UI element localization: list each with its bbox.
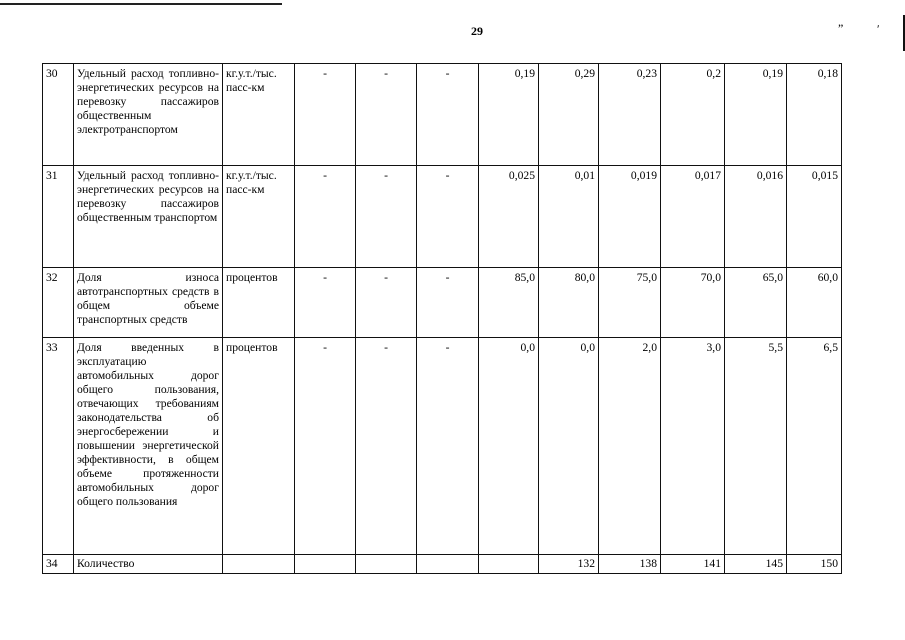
value-cell: - — [417, 166, 479, 268]
corner-mark-left: ” — [838, 21, 844, 35]
value-cell: 0,19 — [479, 64, 539, 166]
indicator-name: Доля введенных в эксплуатацию автомобильных дорог общего пользования, отвечающих требованиям законодательства об энергосбережении и повышении энергетической эффективности, в общем объеме протяженности автомобильных дорог общего пользования — [74, 338, 223, 555]
value-cell: - — [356, 268, 417, 338]
value-cell: 3,0 — [661, 338, 725, 555]
value-cell: 0,2 — [661, 64, 725, 166]
value-cell: 0,19 — [725, 64, 787, 166]
value-cell: 0,01 — [539, 166, 599, 268]
indicator-name: Количество — [74, 555, 223, 574]
value-cell: 0,23 — [599, 64, 661, 166]
value-cell: - — [417, 338, 479, 555]
row-number: 34 — [43, 555, 74, 574]
value-cell: 141 — [661, 555, 725, 574]
corner-mark-right: ʹ — [877, 22, 880, 36]
value-cell: 0,016 — [725, 166, 787, 268]
unit-cell: кг.у.т./тыс. пасс-км — [223, 166, 295, 268]
row-number: 33 — [43, 338, 74, 555]
value-cell — [295, 555, 356, 574]
value-cell: - — [295, 268, 356, 338]
table-row — [43, 338, 842, 555]
value-cell: 138 — [599, 555, 661, 574]
value-cell: 2,0 — [599, 338, 661, 555]
unit-cell: процентов — [223, 338, 295, 555]
value-cell: 145 — [725, 555, 787, 574]
row-number: 32 — [43, 268, 74, 338]
unit-cell: процентов — [223, 268, 295, 338]
value-cell: - — [295, 64, 356, 166]
indicator-name: Удельный расход топливно-энергетических ресурсов на перевозку пассажиров общественным электротранспортом — [74, 64, 223, 166]
value-cell: - — [417, 64, 479, 166]
value-cell: - — [356, 166, 417, 268]
value-cell: - — [417, 268, 479, 338]
value-cell — [479, 555, 539, 574]
unit-cell — [223, 555, 295, 574]
value-cell: - — [295, 166, 356, 268]
value-cell: 5,5 — [725, 338, 787, 555]
value-cell: 0,0 — [539, 338, 599, 555]
value-cell: 65,0 — [725, 268, 787, 338]
value-cell: 0,017 — [661, 166, 725, 268]
value-cell: 0,019 — [599, 166, 661, 268]
indicator-name: Удельный расход топливно-энергетических ресурсов на перевозку пассажиров общественным транспортом — [74, 166, 223, 268]
value-cell — [356, 555, 417, 574]
value-cell: - — [356, 64, 417, 166]
value-cell: 80,0 — [539, 268, 599, 338]
table-row — [43, 64, 842, 166]
value-cell: 132 — [539, 555, 599, 574]
indicators-table — [42, 63, 842, 574]
indicator-name: Доля износа автотранспортных средств в общем объеме транспортных средств — [74, 268, 223, 338]
value-cell — [417, 555, 479, 574]
value-cell: 70,0 — [661, 268, 725, 338]
unit-cell: кг.у.т./тыс. пасс-км — [223, 64, 295, 166]
table-row — [43, 166, 842, 268]
row-number: 31 — [43, 166, 74, 268]
value-cell: 0,015 — [787, 166, 842, 268]
top-rule — [0, 3, 282, 5]
value-cell: 150 — [787, 555, 842, 574]
value-cell: 75,0 — [599, 268, 661, 338]
value-cell: - — [356, 338, 417, 555]
value-cell: 6,5 — [787, 338, 842, 555]
value-cell: 60,0 — [787, 268, 842, 338]
value-cell: 0,29 — [539, 64, 599, 166]
value-cell: 0,18 — [787, 64, 842, 166]
table-row — [43, 555, 842, 574]
value-cell: 0,0 — [479, 338, 539, 555]
table-row — [43, 268, 842, 338]
value-cell: 85,0 — [479, 268, 539, 338]
row-number: 30 — [43, 64, 74, 166]
value-cell: - — [295, 338, 356, 555]
value-cell: 0,025 — [479, 166, 539, 268]
page-number: 29 — [471, 24, 483, 38]
